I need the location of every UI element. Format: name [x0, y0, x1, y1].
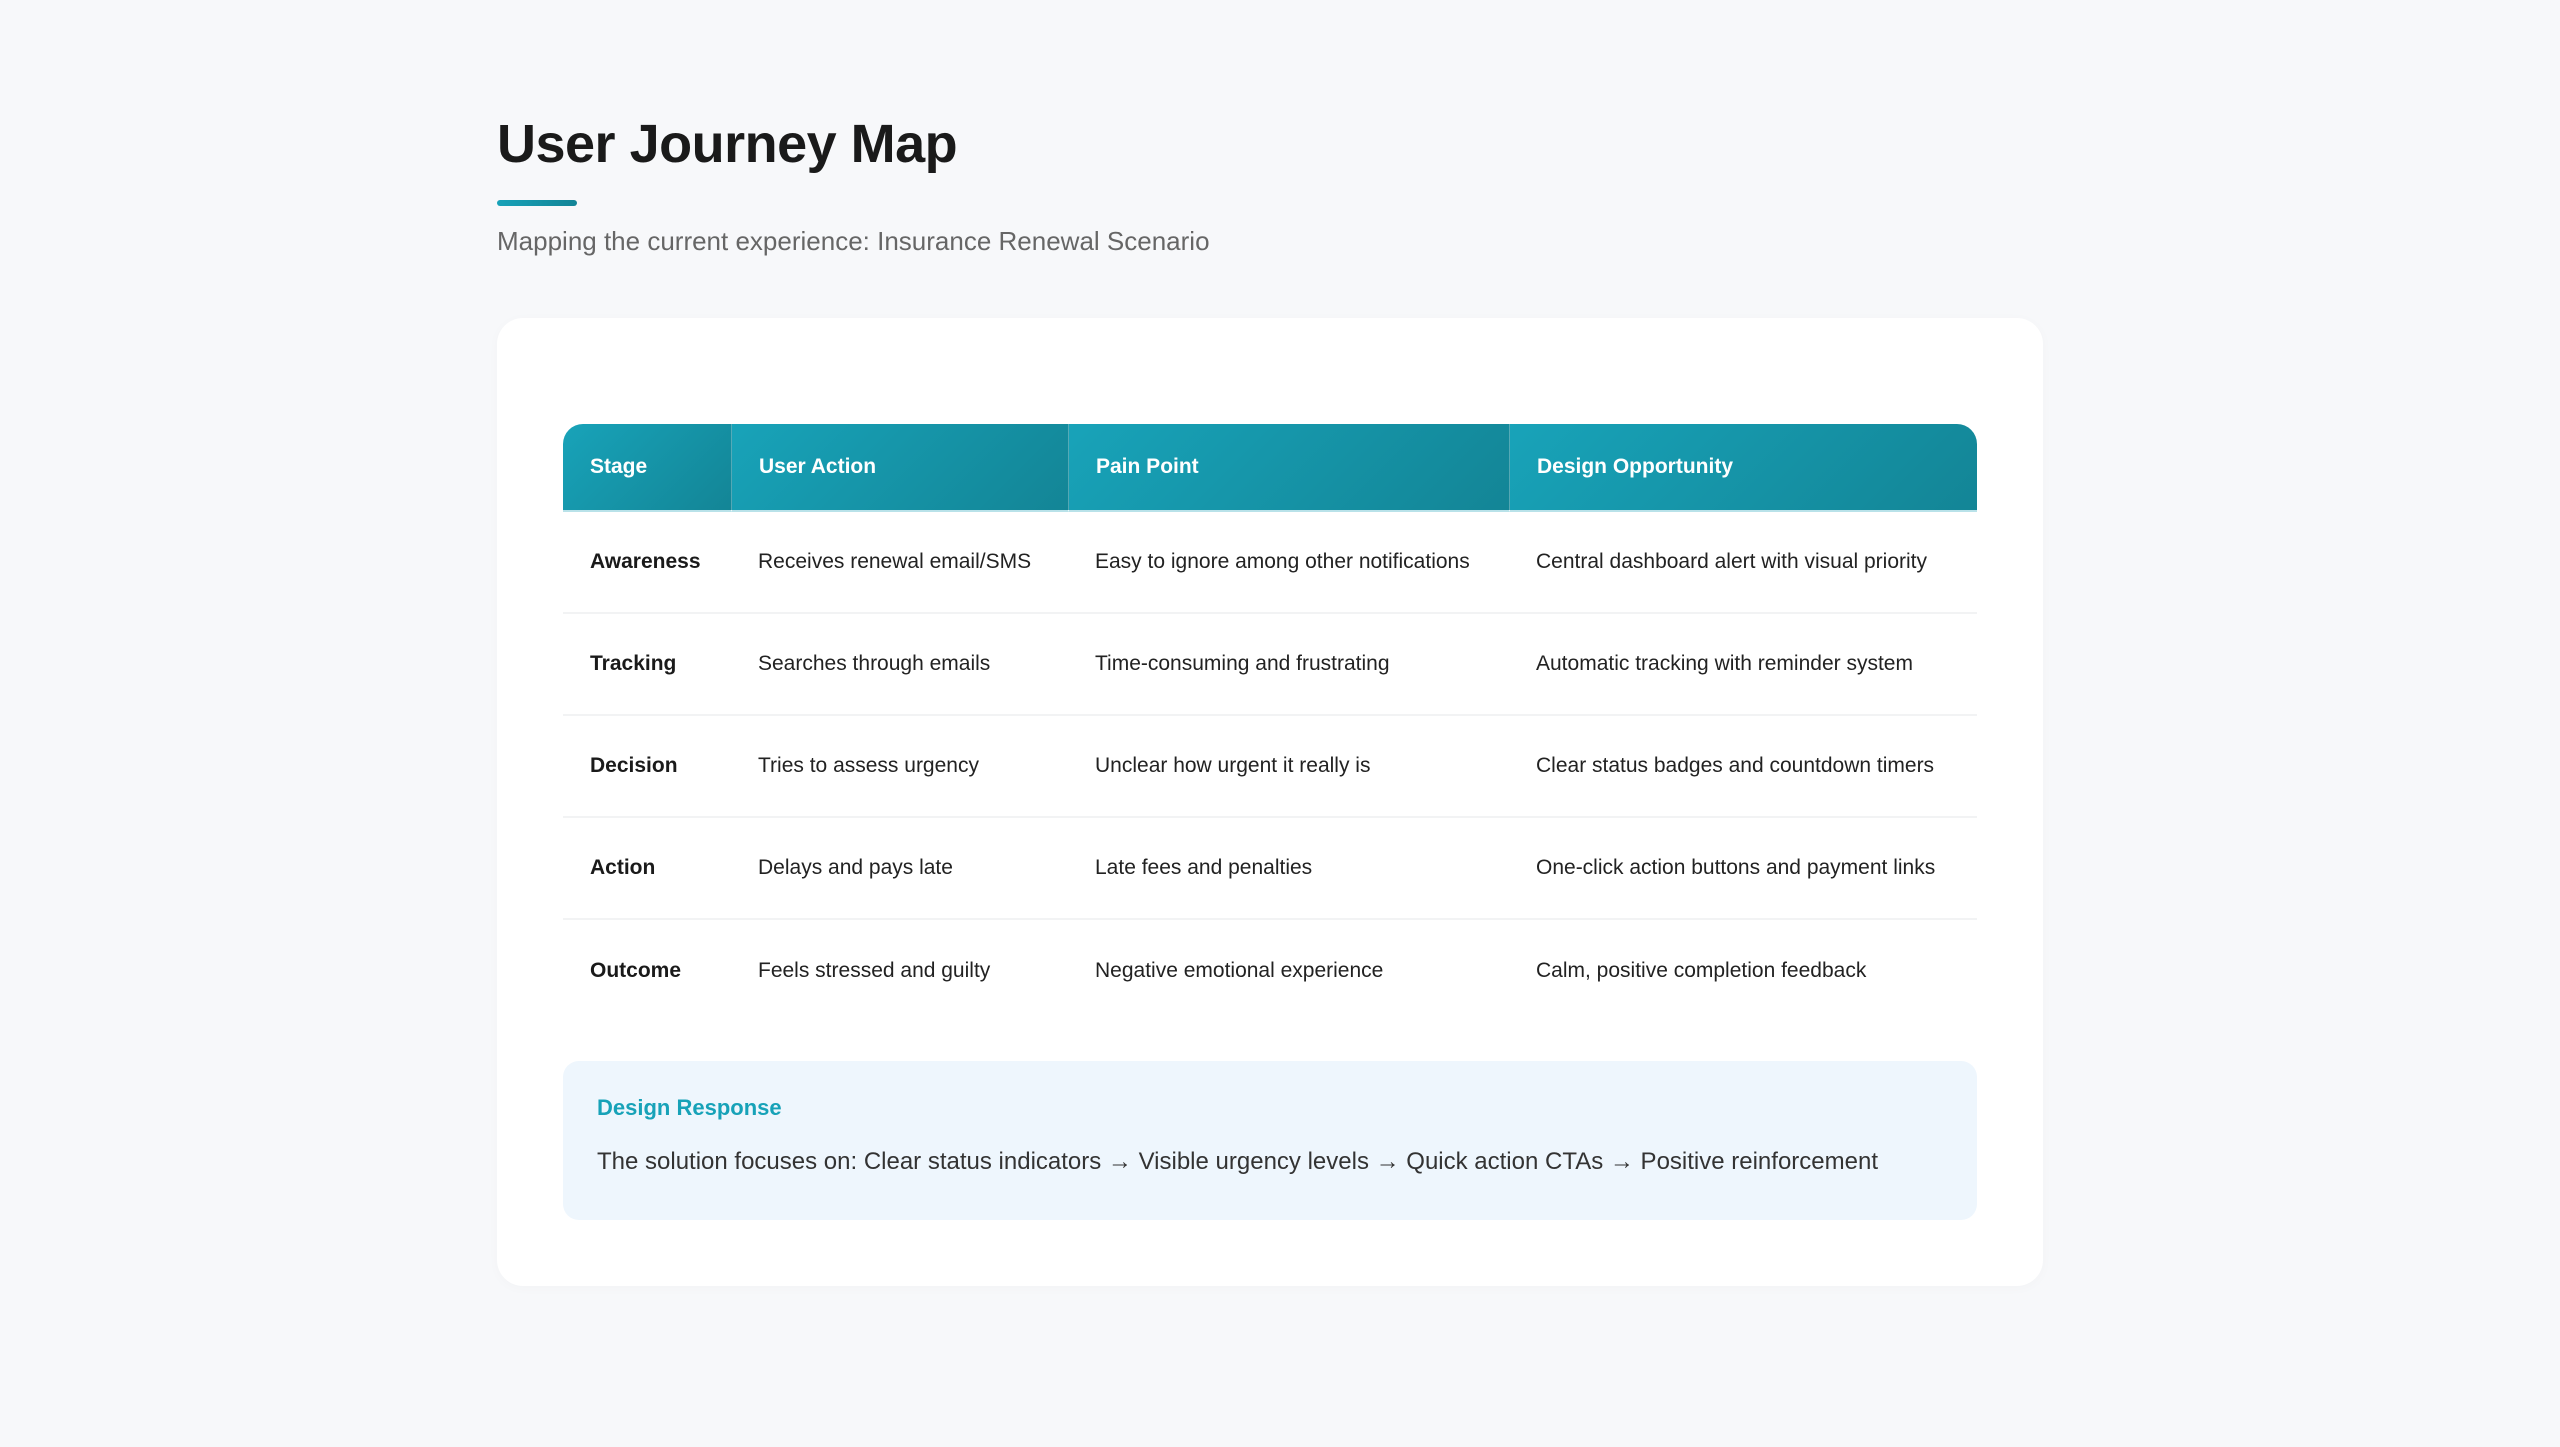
- user-action-cell: Tries to assess urgency: [731, 716, 1068, 818]
- column-header-stage: Stage: [563, 424, 731, 512]
- journey-card: [497, 318, 2043, 1286]
- pain-point-cell: Unclear how urgent it really is: [1068, 716, 1509, 818]
- table-row: [563, 920, 1977, 1022]
- journey-table: [563, 424, 1977, 1022]
- table-row: [563, 614, 1977, 716]
- page-subtitle: Mapping the current experience: Insurance Renewal Scenario: [497, 226, 1210, 256]
- table-row: [563, 818, 1977, 920]
- design-opportunity-cell: Clear status badges and countdown timers: [1509, 716, 1977, 818]
- design-opportunity-cell: Central dashboard alert with visual priority: [1509, 512, 1977, 614]
- user-action-cell: Delays and pays late: [731, 818, 1068, 920]
- table-header-row: [563, 424, 1977, 512]
- column-header-design-opportunity: Design Opportunity: [1509, 424, 1977, 512]
- stage-cell: Decision: [563, 716, 731, 818]
- column-header-pain-point: Pain Point: [1068, 424, 1509, 512]
- design-response-title: Design Response: [597, 1095, 782, 1120]
- pain-point-cell: Negative emotional experience: [1095, 959, 1384, 982]
- pain-point-cell: Late fees and penalties: [1068, 818, 1509, 920]
- column-header-user-action: User Action: [731, 424, 1068, 512]
- pain-point-cell: Time-consuming and frustrating: [1068, 614, 1509, 716]
- design-response-box: [563, 1061, 1977, 1220]
- design-opportunity-cell: One-click action buttons and payment links: [1509, 818, 1977, 920]
- user-action-cell: Feels stressed and guilty: [758, 959, 991, 982]
- user-action-cell: Receives renewal email/SMS: [731, 512, 1068, 614]
- stage-cell: Awareness: [563, 512, 731, 614]
- user-action-cell: Searches through emails: [731, 614, 1068, 716]
- stage-cell: Action: [563, 818, 731, 920]
- design-opportunity-cell: Automatic tracking with reminder system: [1509, 614, 1977, 716]
- title-underline: [497, 200, 577, 206]
- design-opportunity-cell: Calm, positive completion feedback: [1536, 959, 1867, 982]
- page-title: User Journey Map: [497, 114, 958, 174]
- design-response-text: The solution focuses on: Clear status indicators → Visible urgency levels → Quick action CTAs → Positive reinforcement: [597, 1148, 1878, 1176]
- pain-point-cell: Easy to ignore among other notifications: [1068, 512, 1509, 614]
- table-row: [563, 716, 1977, 818]
- stage-cell: Tracking: [563, 614, 731, 716]
- stage-cell: Outcome: [590, 959, 682, 982]
- table-row: [563, 512, 1977, 614]
